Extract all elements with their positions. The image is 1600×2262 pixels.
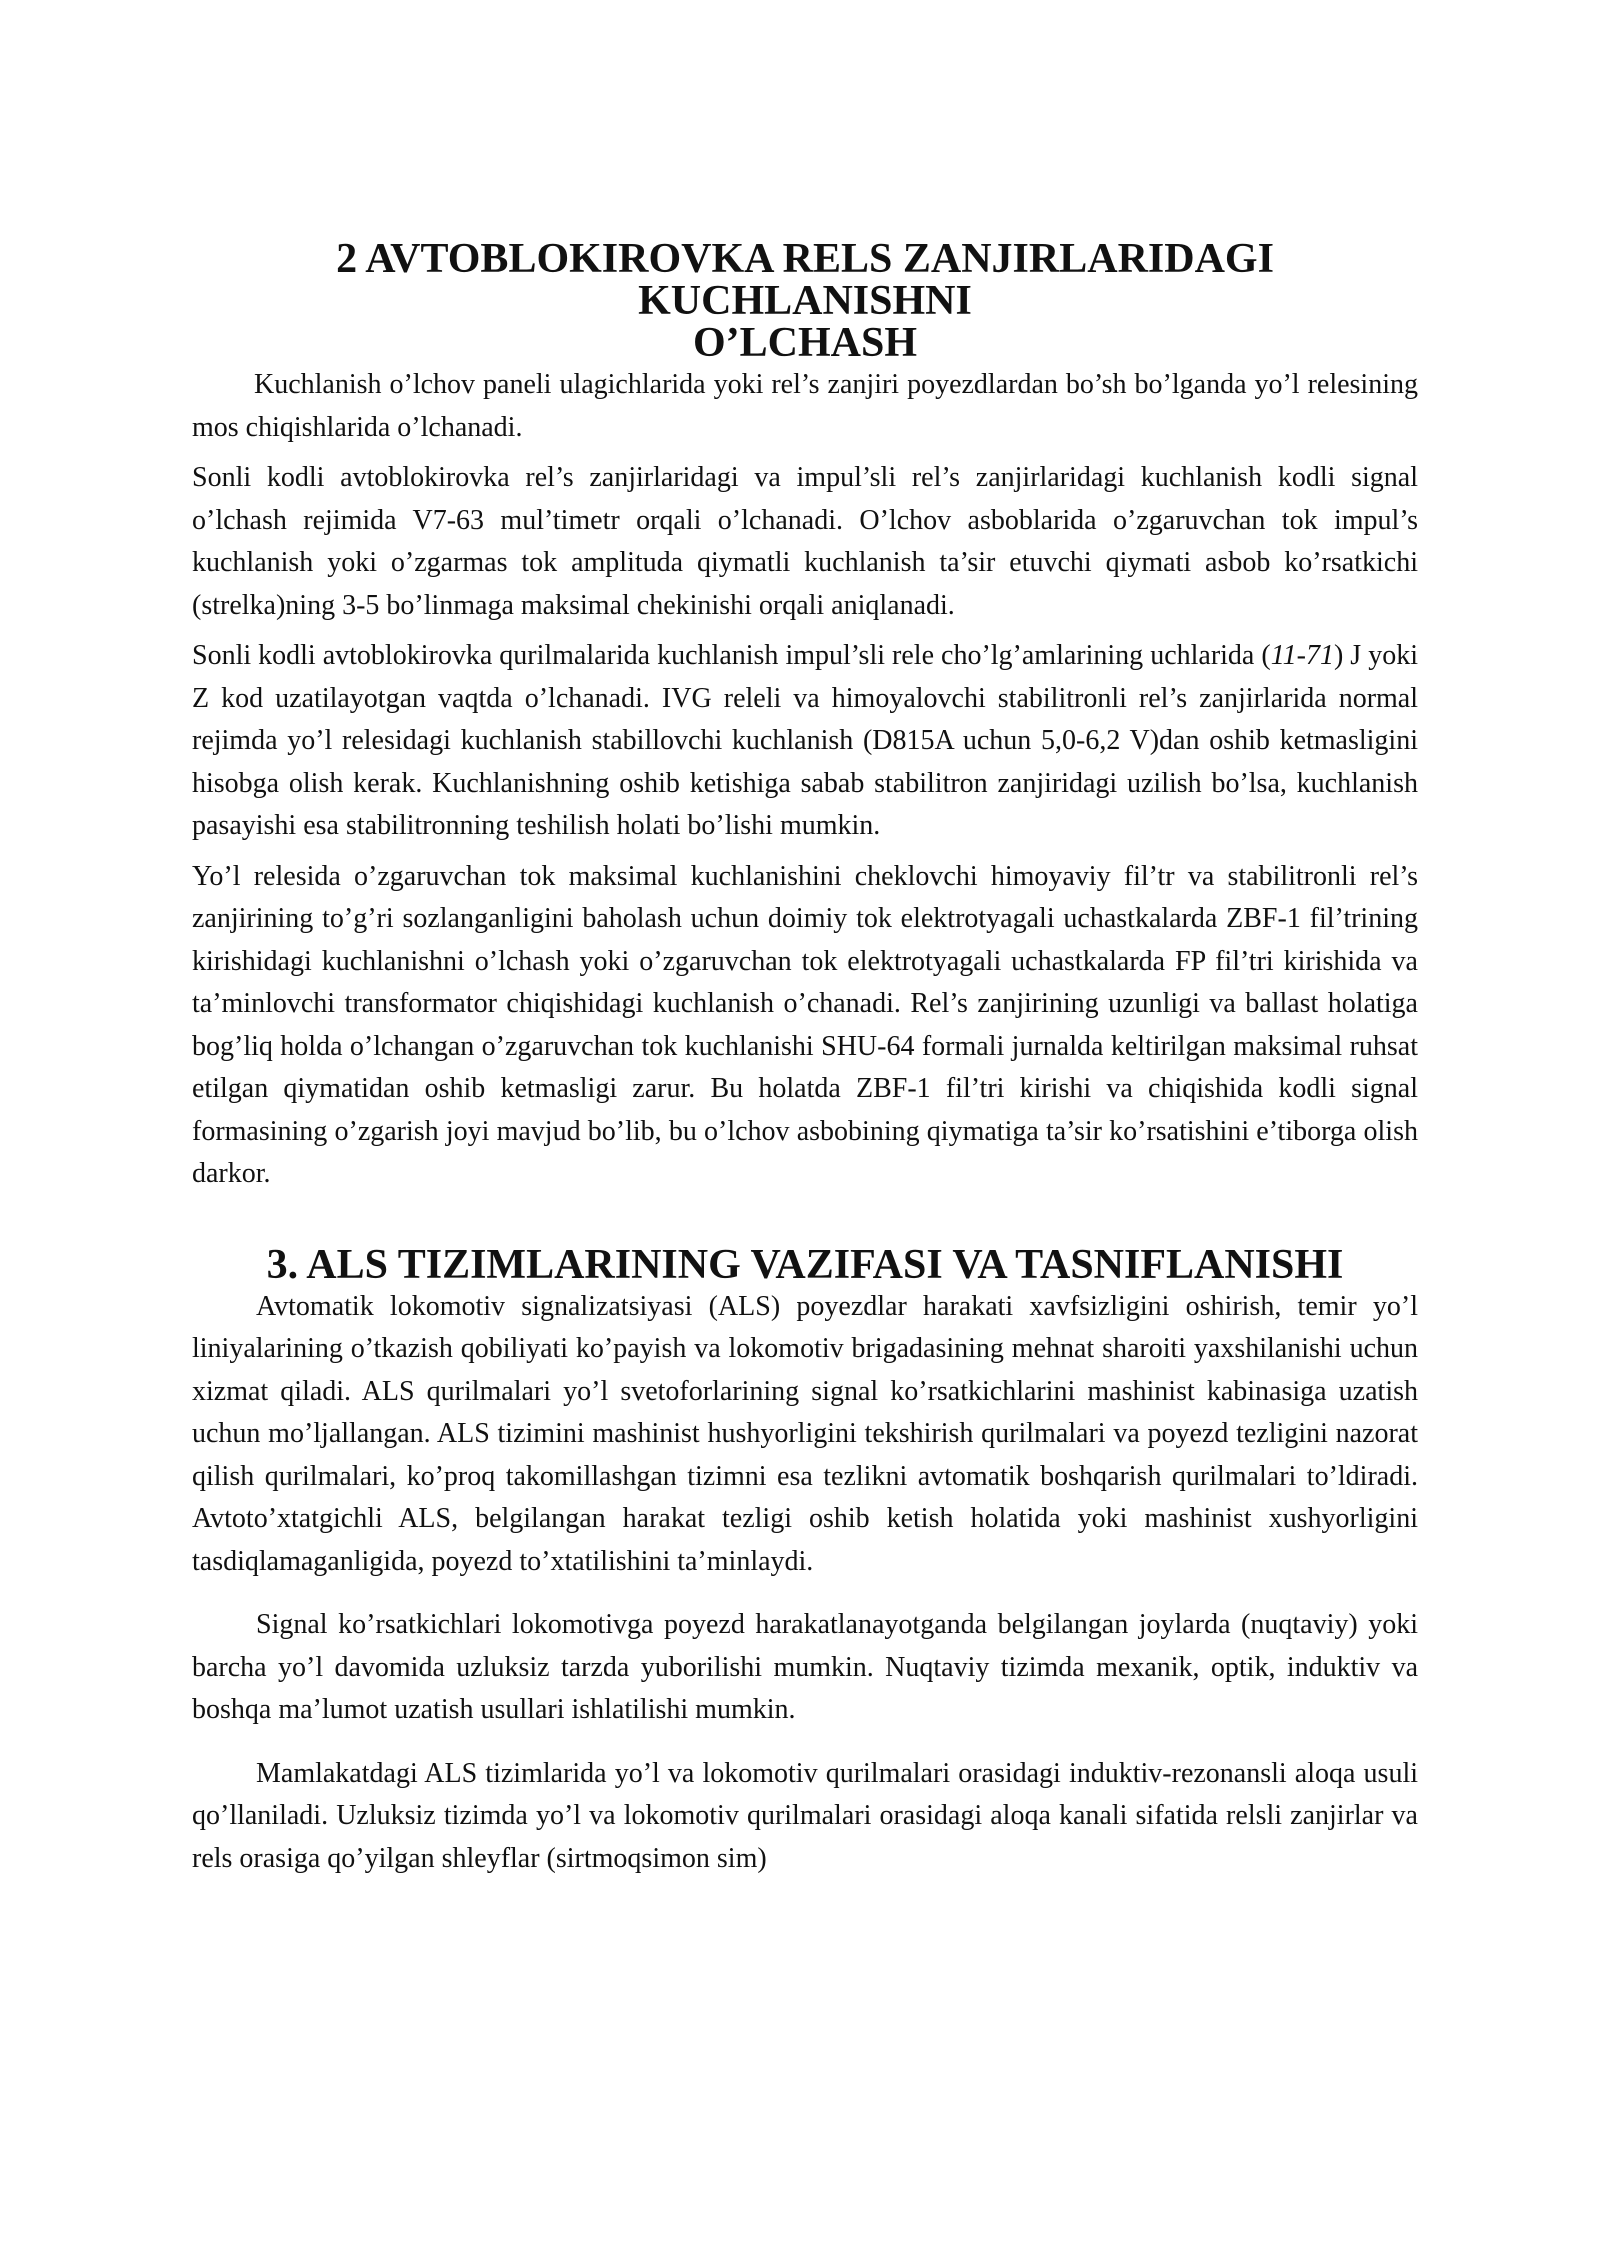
section-3-paragraph-1: Avtomatik lokomotiv signalizatsiyasi (ALS) poyezdlar harakati xavfsizligini oshirish, temir yo’l liniyalarining o’tkazish qobiliyati ko’payish va lokomotiv brigadasining mehnat sharoiti yaxshilanishi uchun xizmat qiladi. ALS qurilmalari yo’l svetoforlarining signal ko’rsatkichlarini mashinist kabinasiga uzatish uchun mo’ljallangan. ALS tizimini mashinist hushyorligini tekshirish qurilmalari va poyezd tezligini nazorat qilish qurilmalari, ko’proq takomillashgan tizimni esa tezlikni avtomatik boshqarish qurilmalari to’ldiradi. Avtoto’xtatgichli ALS, belgilangan harakat tezligi oshib ketish holatida yoki mashinist xushyorligini tasdiqlamaganligida, poyezd to’xtatilishini ta’minlaydi.	[192, 1290, 1418, 1577]
section-2-paragraph-2: Sonli kodli avtoblokirovka rel’s zanjirlaridagi va impul’sli rel’s zanjirlaridagi kuchlanish kodli signal o’lchash rejimida V7-63 mul’timetr orqali o’lchanadi. O’lchov asboblarida o’zgaruvchan tok impul’s kuchlanish yoki o’zgarmas tok amplituda qiymatli kuchlanish ta’sir etuvchi qiymati asbob ko’rsatkichi (strelka)ning 3-5 bo’linmaga maksimal chekinishi orqali aniqlanadi.	[192, 462, 1418, 621]
section-3-heading-text: 3. ALS TIZIMLARINING VAZIFASI VA TASNIFLANISHI	[266, 1241, 1344, 1288]
paragraph-3-text-start: Sonli kodli avtoblokirovka qurilmalarida kuchlanish impul’sli rele cho’lg’amlarining uchlarida (	[192, 640, 1271, 671]
section-2-paragraph-3	[192, 635, 1418, 848]
document-page	[192, 238, 1418, 1880]
paragraph-3-text-end: ) J yoki Z kod uzatilayotgan vaqtda o’lchanadi. IVG releli va himoyalovchi stabilitronli rel’s zanjirlarida normal rejimda yo’l relesidagi kuchlanish stabillovchi kuchlanish (D815A uchun 5,0-6,2 V)dan oshib ketmasligini hisobga olish kerak. Kuchlanishning oshib ketishiga sabab stabilitron zanjiridagi uzilish bo’lsa, kuchlanish pasayishi esa stabilitronning teshilish holati bo’lishi mumkin.	[192, 640, 1418, 841]
section-2-heading-line-1: 2 AVTOBLOKIROVKA RELS ZANJIRLARIDAGI KUCHLANISHNI	[336, 236, 1274, 324]
section-3-paragraph-3: Mamlakatdagi ALS tizimlarida yo’l va lokomotiv qurilmalari orasidagi induktiv-rezonansli aloqa usuli qo’llaniladi. Uzluksiz tizimda yo’l va lokomotiv qurilmalari orasidagi aloqa kanali sifatida relsli zanjirlar va rels orasiga qo’yilgan shleyflar (sirtmoqsimon sim)	[192, 1757, 1418, 1874]
section-3-paragraph-2: Signal ko’rsatkichlari lokomotivga poyezd harakatlanayotganda belgilangan joylarda (nuqtaviy) yoki barcha yo’l davomida uzluksiz tarzda yuborilishi mumkin. Nuqtaviy tizimda mexanik, optik, induktiv va boshqa ma’lumot uzatish usullari ishlatilishi mumkin.	[192, 1609, 1418, 1725]
reference-link: 11-71	[1270, 640, 1334, 671]
section-2-paragraph-4: Yo’l relesida o’zgaruvchan tok maksimal kuchlanishini cheklovchi himoyaviy fil’tr va stabilitronli rel’s zanjirining to’g’ri sozlanganligini baholash uchun doimiy tok elektrotyagali uchastkalarda ZBF-1 fil’trining kirishidagi kuchlanishni o’lchash yoki o’zgaruvchan tok elektrotyagali uchastkalarda FP fil’tri kirishida va ta’minlovchi transformator chiqishidagi kuchlanish o’chanadi. Rel’s zanjirining uzunligi va ballast holatiga bog’liq holda o’lchangan o’zgaruvchan tok kuchlanishi SHU-64 formali jurnalda keltirilgan maksimal ruhsat etilgan qiymatidan oshib ketmasligi zarur. Bu holatda ZBF-1 fil’tri kirishi va chiqishida kodli signal formasining o’zgarish joyi mavjud bo’lib, bu o’lchov asbobining qiymatiga ta’sir ko’rsatishini e’tiborga olish darkor.	[192, 860, 1418, 1189]
section-3-heading	[192, 1241, 1418, 1288]
section-2-heading	[192, 238, 1418, 364]
section-2-paragraph-1: Kuchlanish o’lchov paneli ulagichlarida yoki rel’s zanjiri poyezdlardan bo’sh bo’lganda yo’l relesining mos chiqishlarida o’lchanadi.	[192, 369, 1418, 443]
section-2-heading-line-2: O’LCHASH	[692, 320, 918, 366]
